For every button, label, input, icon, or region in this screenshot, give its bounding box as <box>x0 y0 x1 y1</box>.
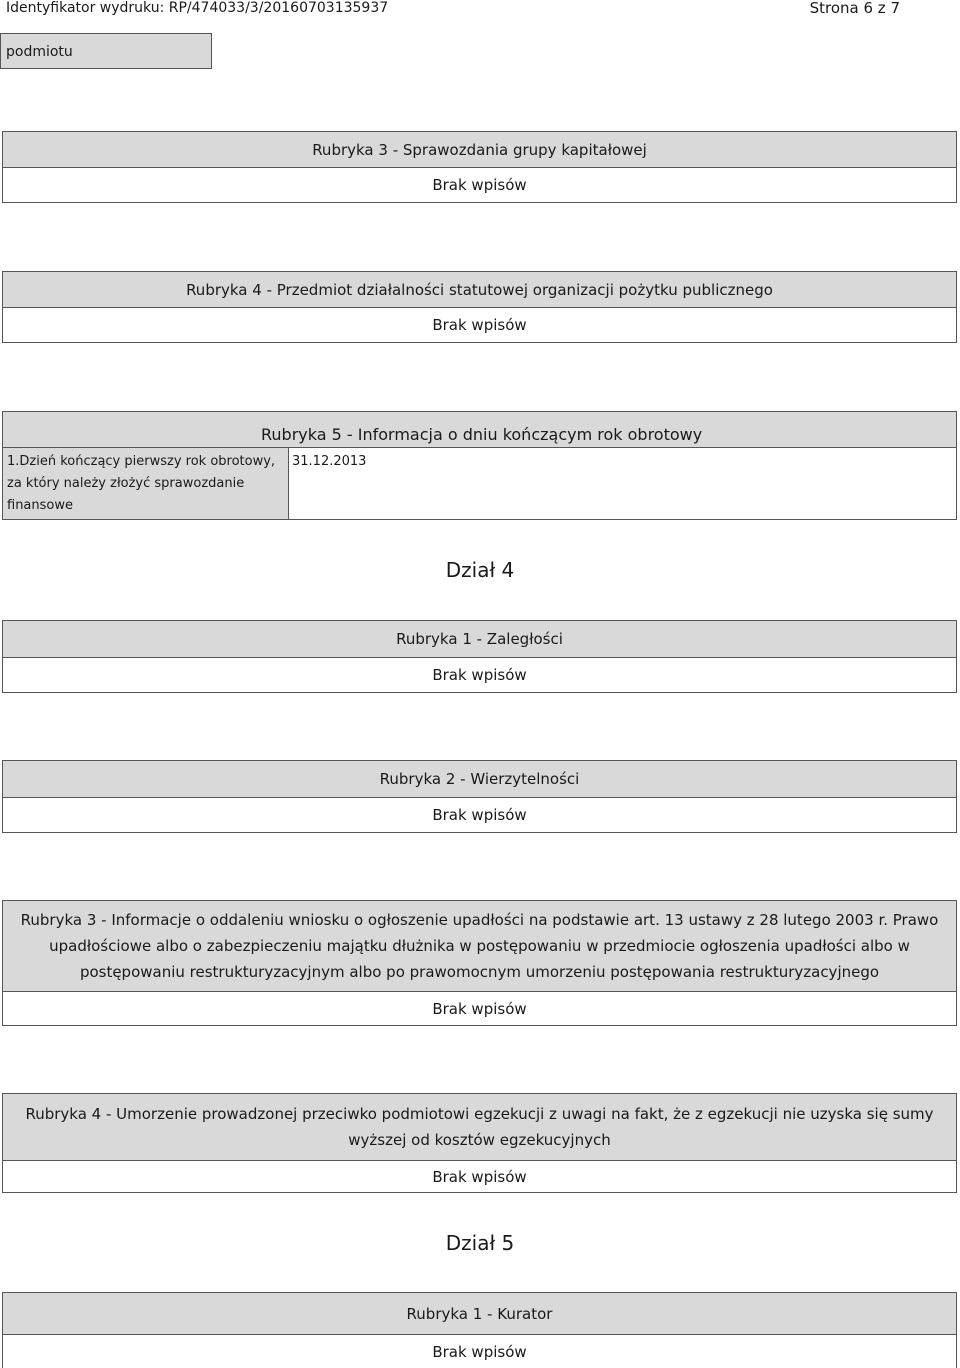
rubric-value: Brak wpisów <box>2 1160 957 1193</box>
page-number: Strona 6 z 7 <box>809 0 900 17</box>
label-line: 1.Dzień kończący pierwszy rok obrotowy, <box>7 454 276 469</box>
rubric-title: Rubryka 2 - Wierzytelności <box>2 760 957 798</box>
rubric-title: Rubryka 4 - Przedmiot działalności statutowej organizacji pożytku publicznego <box>2 271 957 308</box>
rubric-title: Rubryka 3 - Informacje o oddaleniu wniosku o ogłoszenie upadłości na podstawie art. 13 ustawy z 28 lutego 2003 r. Prawo upadłościowe albo o zabezpieczeniu majątku dłużnika w postępowaniu w przedmiocie ogłoszenia upadłości albo w postępowaniu restrukturyzacyjnym albo po prawomocnym umorzeniu postępowania restrukturyzacyjnego <box>2 900 957 992</box>
rubric-title <box>2 411 957 448</box>
rubric-value: Brak wpisów <box>2 1334 957 1368</box>
rubric-title: Rubryka 1 - Kurator <box>2 1292 957 1335</box>
section-title: Dział 4 <box>445 558 515 582</box>
label-line: finansowe <box>7 498 73 513</box>
rubric-title: Rubryka 4 - Umorzenie prowadzonej przeciwko podmiotowi egzekucji z uwagi na fakt, że z egzekucji nie uzyska się sumy wyższej od kosztów egzekucyjnych <box>2 1093 957 1161</box>
print-identifier: Identyfikator wydruku: RP/474033/3/20160703135937 <box>6 0 389 16</box>
section-title: Dział 5 <box>445 1231 515 1255</box>
podmiotu-tag: podmiotu <box>0 33 212 69</box>
rubric-title: Rubryka 1 - Zaległości <box>2 620 957 658</box>
rubric-value: Brak wpisów <box>2 307 957 343</box>
label-line: za który należy złożyć sprawozdanie <box>7 476 245 491</box>
rubric-value: Brak wpisów <box>2 797 957 833</box>
rubryka5-label <box>2 447 289 520</box>
rubric-value: Brak wpisów <box>2 991 957 1026</box>
rubric-value: Brak wpisów <box>2 167 957 203</box>
rubric-value: Brak wpisów <box>2 657 957 693</box>
rubryka5-value: 31.12.2013 <box>288 447 957 520</box>
rubryka5-title: Rubryka 5 - Informacja o dniu kończącym rok obrotowy <box>261 425 703 444</box>
rubric-title: Rubryka 3 - Sprawozdania grupy kapitałowej <box>2 131 957 168</box>
